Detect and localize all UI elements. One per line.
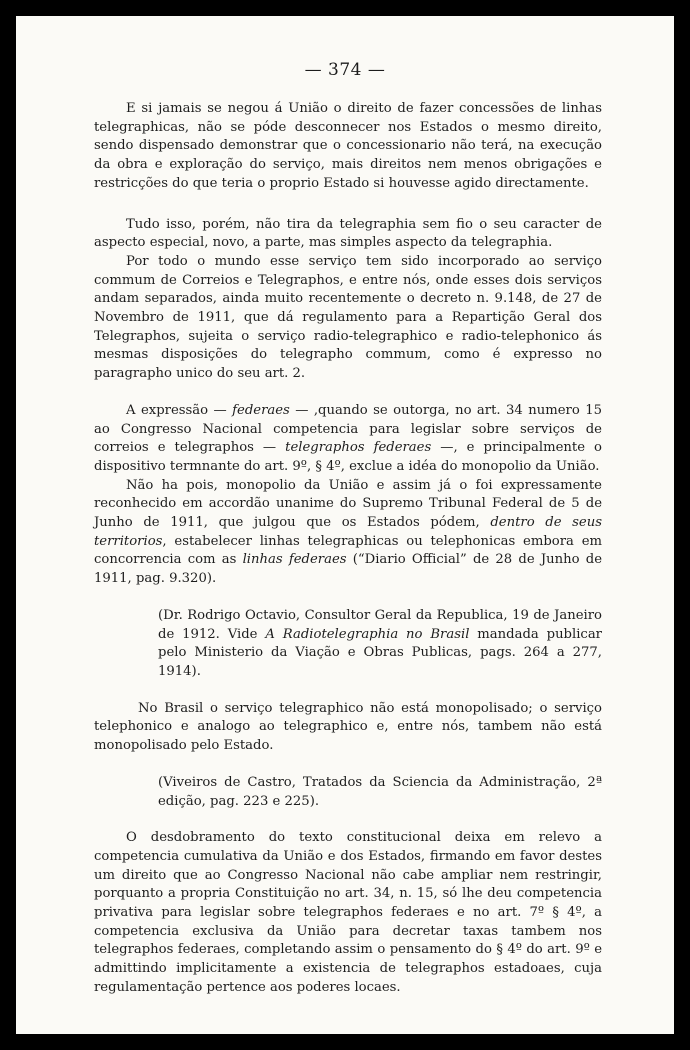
citation-1-text-a: (Dr. Rodrigo Octavio, Consultor Geral da Republica, 19 de Janeiro de 1912. Vide [158, 607, 602, 642]
citation-viveiros-de-castro: (Viveiros de Castro, Tratados da Sciencia da Administração, 2ª edição, pag. 223 e 225). [158, 774, 602, 809]
paragraph-gap [94, 682, 602, 700]
paragraph-5 [94, 477, 602, 589]
paragraph-gap [94, 756, 602, 774]
paragraph-3: Por todo o mundo esse serviço tem sido incorporado ao serviço commum de Correios e Telegraphos, e entre nós, onde esses dois serviços andam separados, ainda muito recentemente o decreto n. 9.148, de 27 de Novembro de 1911, que dá regulamento para a Repartição Geral dos Telegraphos, sujeita o serviço radio-telegraphico e radio-telephonico ás mesmas disposições do telegrapho commum, como é expresso no paragrapho unico do seu art. 2. [94, 253, 602, 382]
paragraph-4-text-a: A expressão — [126, 402, 233, 418]
paragraph-5-italic-linhas-federaes: linhas federaes [242, 552, 347, 568]
citation-1-text-c: mandada publicar pelo Ministerio da Viação e Obras Publicas, pags. 264 a 277, 1914). [158, 626, 602, 679]
paragraph-7: O desdobramento do texto constitucional deixa em relevo a competencia cumulativa da União e dos Estados, firmando em favor destes um direito que ao Congresso Nacional não cabe ampliar nem restringir, porquanto a propria Constituição no art. 34, n. 15, só lhe deu competencia privativa para legislar sobre telegraphos federaes e no art. 7º § 4º, a competencia exclusiva da União para decretar taxas tambem nos telegraphos federaes, completando assim o pensamento do § 4º do art. 9º e admittindo implicitamente a existencia de telegraphos estadoaes, cuja regulamentação pertence aos poderes locaes. [94, 830, 602, 995]
paragraph-gap [94, 384, 602, 402]
paragraph-1: E si jamais se negou á União o direito de fazer concessões de linhas telegraphicas, não se póde desconnecer nos Estados o mesmo direito, sendo dispensado demonstrar que o concessionario não terá, na execução da obra e exploração do serviço, mais direitos nem menos obrigações e restricções do que teria o proprio Estado si houvesse agido directamente. [94, 101, 602, 191]
citation-1-italic-title: A Radiotelegraphia no Brasil [265, 626, 470, 642]
paragraph-gap [94, 194, 602, 216]
paragraph-gap [94, 811, 602, 829]
paragraph-4-italic-telegraphos-federaes: telegraphos federaes [285, 440, 432, 456]
paragraph-4-text-e: —, e principalmente o dispositivo termnante do art. 9º, § 4º, exclue a idéa do monopolio da União. [94, 440, 602, 474]
paragraph-5-text-c: , estabelecer linhas telegraphicas ou telephonicas embora em concorrencia com as [94, 533, 602, 568]
paragraph-gap [94, 589, 602, 607]
scanned-page [16, 16, 674, 1034]
citation-rodrigo-octavio [94, 607, 602, 682]
paragraph-5-text-a: Não ha pois, monopolio da União e assim já o foi expressamente reconhecido em accordão unanime do Supremo Tribunal Federal de 5 de Junho de 1911, que julgou que os Estados pódem, [94, 477, 602, 531]
paragraph-5-text-e: (“Diario Official” de 28 de Junho de 1911, pag. 9.320). [94, 552, 602, 587]
paragraph-4 [94, 402, 602, 477]
page-number: — 374 — [304, 60, 386, 80]
paragraph-4-italic-federaes: federaes [232, 402, 290, 418]
paragraph-4-text-c: — ,quando se outorga, no art. 34 numero 15 ao Congresso Nacional competencia para legislar sobre serviços de correios e telegraphos — [94, 402, 602, 456]
paragraph-5-italic-territorios: dentro de seus territorios [94, 515, 602, 549]
paragraph-6: No Brasil o serviço telegraphico não está monopolisado; o serviço telephonico e analogo ao telegraphico e, entre nós, tambem não está monopolisado pelo Estado. [94, 700, 602, 754]
paragraph-2: Tudo isso, porém, não tira da telegraphia sem fio o seu caracter de aspecto especial, novo, a parte, mas simples aspecto da telegraphia. [94, 216, 602, 251]
document-body [94, 100, 602, 998]
